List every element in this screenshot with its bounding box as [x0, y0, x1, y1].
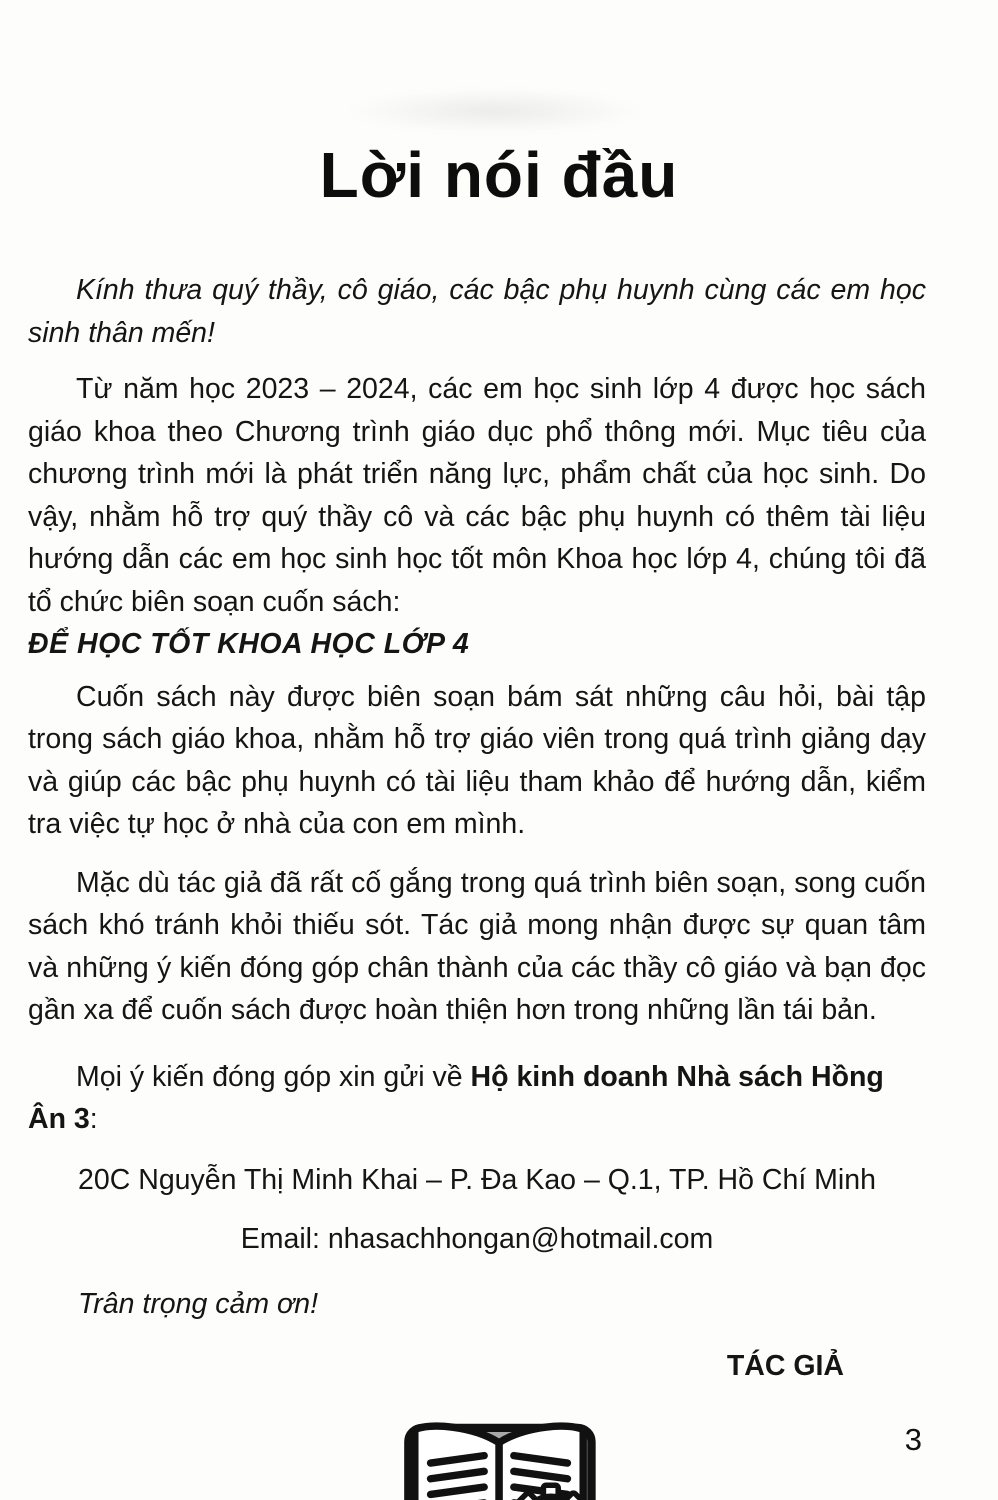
open-book-gear-icon	[0, 1400, 998, 1500]
paragraph-intro: Từ năm học 2023 – 2024, các em học sinh lớp 4 được học sách giáo khoa theo Chương trình giáo dục phổ thông mới. Mục tiêu của chương trình mới là phát triển năng lực, phẩm chất của học sinh. Do vậy, nhằm hỗ trợ quý thầy cô và các bậc phụ huynh có thêm tài liệu hướng dẫn các em học sinh học tốt môn Khoa học lớp 4, chúng tôi đã tổ chức biên soạn cuốn sách:	[28, 373, 926, 618]
paragraph-apology: Mặc dù tác giả đã rất cố gắng trong quá trình biên soạn, song cuốn sách khó tránh khỏi thiếu sót. Tác giả mong nhận được sự quan tâm và những ý kiến đóng góp chân thành của các thầy cô giáo và bạn đọc gần xa để cuốn sách được hoàn thiện hơn trong những lần tái bản.	[28, 866, 926, 1026]
feedback-prefix: Mọi ý kiến đóng góp xin gửi về	[76, 1060, 471, 1093]
paragraph-feedback	[28, 1056, 926, 1141]
body-text	[0, 269, 998, 1388]
scan-bleed-smudge	[345, 88, 645, 134]
feedback-suffix: :	[89, 1103, 98, 1135]
publisher-name: Hộ kinh doanh Nhà sách Hồng Ân 3	[28, 1060, 884, 1135]
book-title: ĐỂ HỌC TỐT KHOA HỌC LỚP 4	[28, 628, 470, 660]
author-signature: TÁC GIẢ	[726, 1350, 844, 1382]
paragraph-greeting: Kính thưa quý thầy, cô giáo, các bậc phụ huynh cùng các em học sinh thân mến!	[28, 274, 926, 349]
publisher-email: Email: nhasachhongan@hotmail.com	[240, 1223, 714, 1255]
publisher-address: 20C Nguyễn Thị Minh Khai – P. Đa Kao – Q.1, TP. Hồ Chí Minh	[78, 1163, 876, 1196]
paragraph-description: Cuốn sách này được biên soạn bám sát những câu hỏi, bài tập trong sách giáo khoa, nhằm hỗ trợ giáo viên trong quá trình giảng dạy và giúp các bậc phụ huynh có tài liệu tham khảo để hướng dẫn, kiểm tra việc tự học ở nhà của con em mình.	[28, 680, 926, 840]
page-title: Lời nói đầu	[319, 139, 679, 211]
paragraph-thanks: Trân trọng cảm ơn!	[78, 1287, 319, 1320]
page-number: 3	[904, 1422, 922, 1457]
